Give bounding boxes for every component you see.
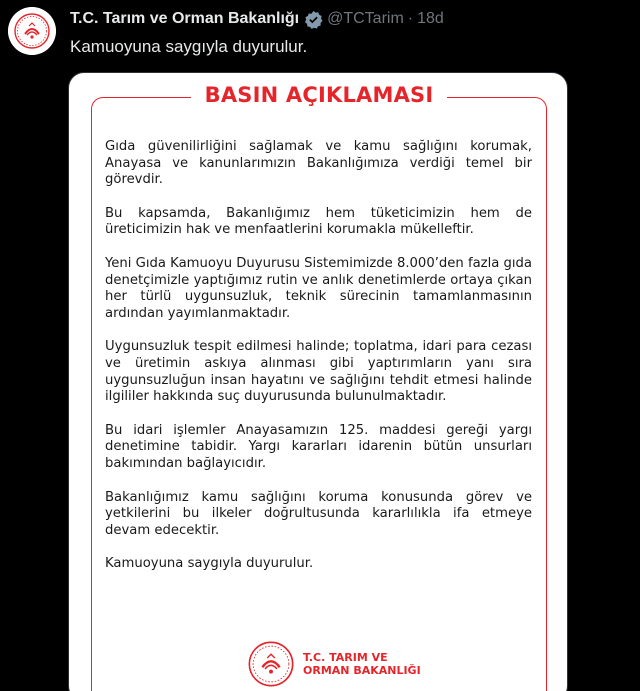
- paragraph: Yeni Gıda Kamuoyu Duyurusu Sistemimizde 8.000’den fazla gıda denetçimizle yaptığımız rutin ve anlık denetimlerde ortaya çıkan her türlü uygunsuzluk, teknik sürecinin tamamlanmasının ardından yayımlanmaktadır.: [105, 255, 533, 321]
- verified-icon: [304, 10, 323, 29]
- tweet-text: Kamuoyuna saygıyla duyurulur.: [70, 37, 308, 56]
- footer-logo-line1: T.C. TARIM VE: [303, 651, 388, 664]
- separator-dot: ·: [407, 10, 414, 27]
- document-title-text: BASIN AÇIKLAMASI: [191, 83, 448, 107]
- footer-logo-line2: ORMAN BAKANLIĞI: [303, 664, 421, 677]
- footer-logo: [239, 638, 427, 690]
- paragraph: Bakanlığımız kamu sağlığını koruma konusunda görev ve yetkilerini bu ilkeler doğrultusunda kararlılıkla ifa etmeye devam edecektir.: [105, 489, 532, 538]
- document-title: [69, 83, 568, 107]
- document-body: [105, 139, 532, 590]
- author-handle[interactable]: @TCTarim: [327, 10, 404, 27]
- author-name[interactable]: T.C. Tarım ve Orman Bakanlığı: [70, 10, 300, 27]
- footer-logo-text: [303, 651, 421, 677]
- paragraph: Uygunsuzluk tespit edilmesi halinde; toplatma, idari para cezası ve üretimin askıya alınması gibi yaptırımların yanı sıra uygunsuzluğun insan hayatını ve sağlığını tehdit etmesi halinde ilgililer hakkında suç duyurusunda bulunulmaktadır.: [105, 339, 532, 405]
- author-avatar[interactable]: [8, 7, 56, 55]
- tweet-header: [70, 8, 444, 30]
- ministry-emblem-icon: [8, 7, 56, 55]
- paragraph: Bu kapsamda, Bakanlığımız hem tüketicimizin hem de üreticimizin hak ve menfaatlerini korumakla mükelleftir.: [105, 205, 532, 238]
- paragraph: Gıda güvenilirliğini sağlamak ve kamu sağlığını korumak, Anayasa ve kanunlarımızın Bakanlığımıza verdiği temel bir görevdir.: [105, 139, 532, 188]
- paragraph: Bu idari işlemler Anayasamızın 125. maddesi gereği yargı denetimine tabidir. Yargı kararları idarenin bütün unsurları bakımından bağlayıcıdır.: [105, 422, 532, 471]
- paragraph: Kamuoyuna saygıyla duyurulur.: [105, 556, 314, 572]
- tweet-timestamp[interactable]: 18d: [417, 10, 444, 27]
- ministry-emblem-icon: [245, 638, 297, 690]
- tweet-image[interactable]: [68, 72, 568, 691]
